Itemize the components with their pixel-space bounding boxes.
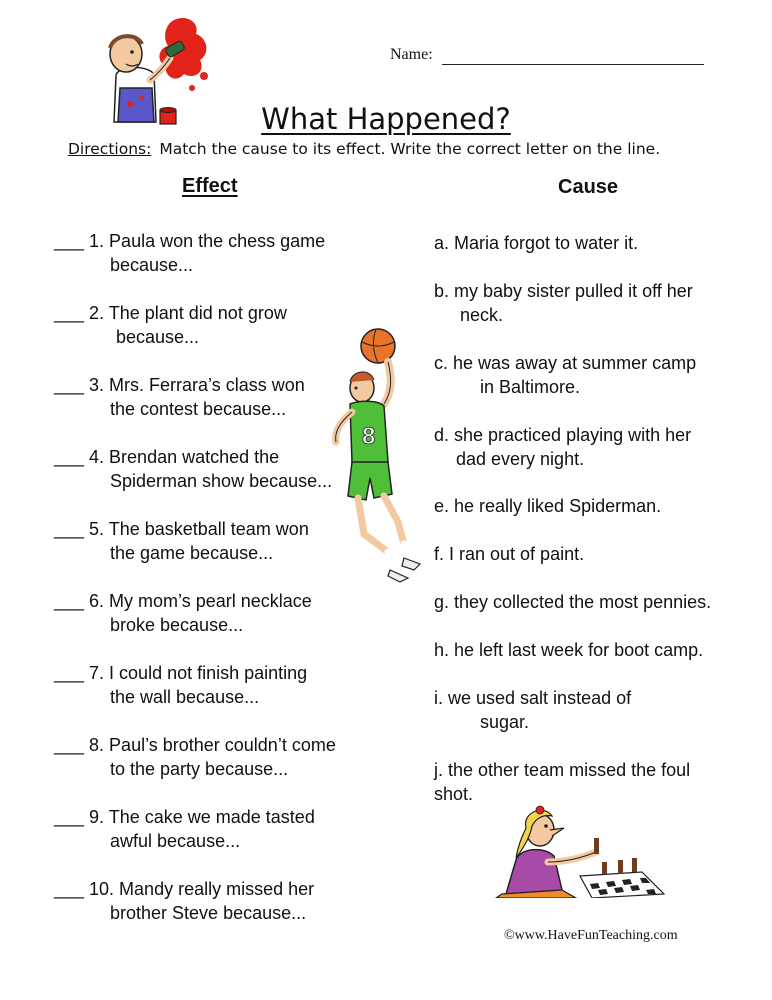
effect-item-9: ___ 9. The cake we made tasted awful because... bbox=[54, 807, 315, 851]
cause-item-h: h. he left last week for boot camp. bbox=[434, 640, 704, 660]
chess-girl-illustration bbox=[492, 802, 668, 898]
effect-item-6: ___ 6. My mom’s pearl necklace broke because... bbox=[54, 591, 312, 635]
effect-item-4: ___ 4. Brendan watched the Spiderman show because... bbox=[54, 447, 333, 491]
directions-text: Match the cause to its effect. Write the correct letter on the line. bbox=[159, 140, 661, 158]
effect-item-5: ___ 5. The basketball team won the game because... bbox=[54, 519, 309, 563]
cause-heading: Cause bbox=[558, 176, 619, 198]
basketball-player-illustration bbox=[326, 322, 422, 584]
cause-item-c: c. he was away at summer camp in Baltimore. bbox=[434, 353, 697, 397]
effect-item-7: ___ 7. I could not finish painting the wall because... bbox=[54, 663, 308, 707]
cause-item-e: e. he really liked Spiderman. bbox=[434, 496, 662, 516]
cause-item-d: d. she practiced playing with her dad every night. bbox=[434, 425, 692, 469]
name-line[interactable] bbox=[442, 64, 704, 65]
effect-item-1: ___ 1. Paula won the chess game because... bbox=[54, 231, 326, 275]
effect-item-2: ___ 2. The plant did not grow because... bbox=[54, 303, 287, 347]
cause-item-g: g. they collected the most pennies. bbox=[434, 592, 712, 612]
cause-item-f: f. I ran out of paint. bbox=[434, 544, 585, 564]
name-label: Name: bbox=[390, 46, 433, 63]
effect-item-3: ___ 3. Mrs. Ferrara’s class won the contest because... bbox=[54, 375, 305, 419]
page-title: What Happened? bbox=[261, 102, 511, 136]
effect-item-10: ___ 10. Mandy really missed her brother Steve because... bbox=[54, 879, 315, 923]
cause-item-a: a. Maria forgot to water it. bbox=[434, 233, 639, 253]
cause-item-i: i. we used salt instead of sugar. bbox=[434, 688, 632, 732]
cause-item-j: j. the other team missed the foul shot. bbox=[434, 760, 691, 804]
effect-heading: Effect bbox=[182, 175, 238, 197]
directions-label: Directions: bbox=[68, 140, 152, 158]
directions bbox=[68, 140, 660, 158]
effect-item-8: ___ 8. Paul’s brother couldn’t come to the party because... bbox=[54, 735, 336, 779]
cause-item-b: b. my baby sister pulled it off her neck. bbox=[434, 281, 693, 325]
copyright-footer: ©www.HaveFunTeaching.com bbox=[504, 928, 678, 943]
svg-text:8: 8 bbox=[362, 423, 376, 450]
